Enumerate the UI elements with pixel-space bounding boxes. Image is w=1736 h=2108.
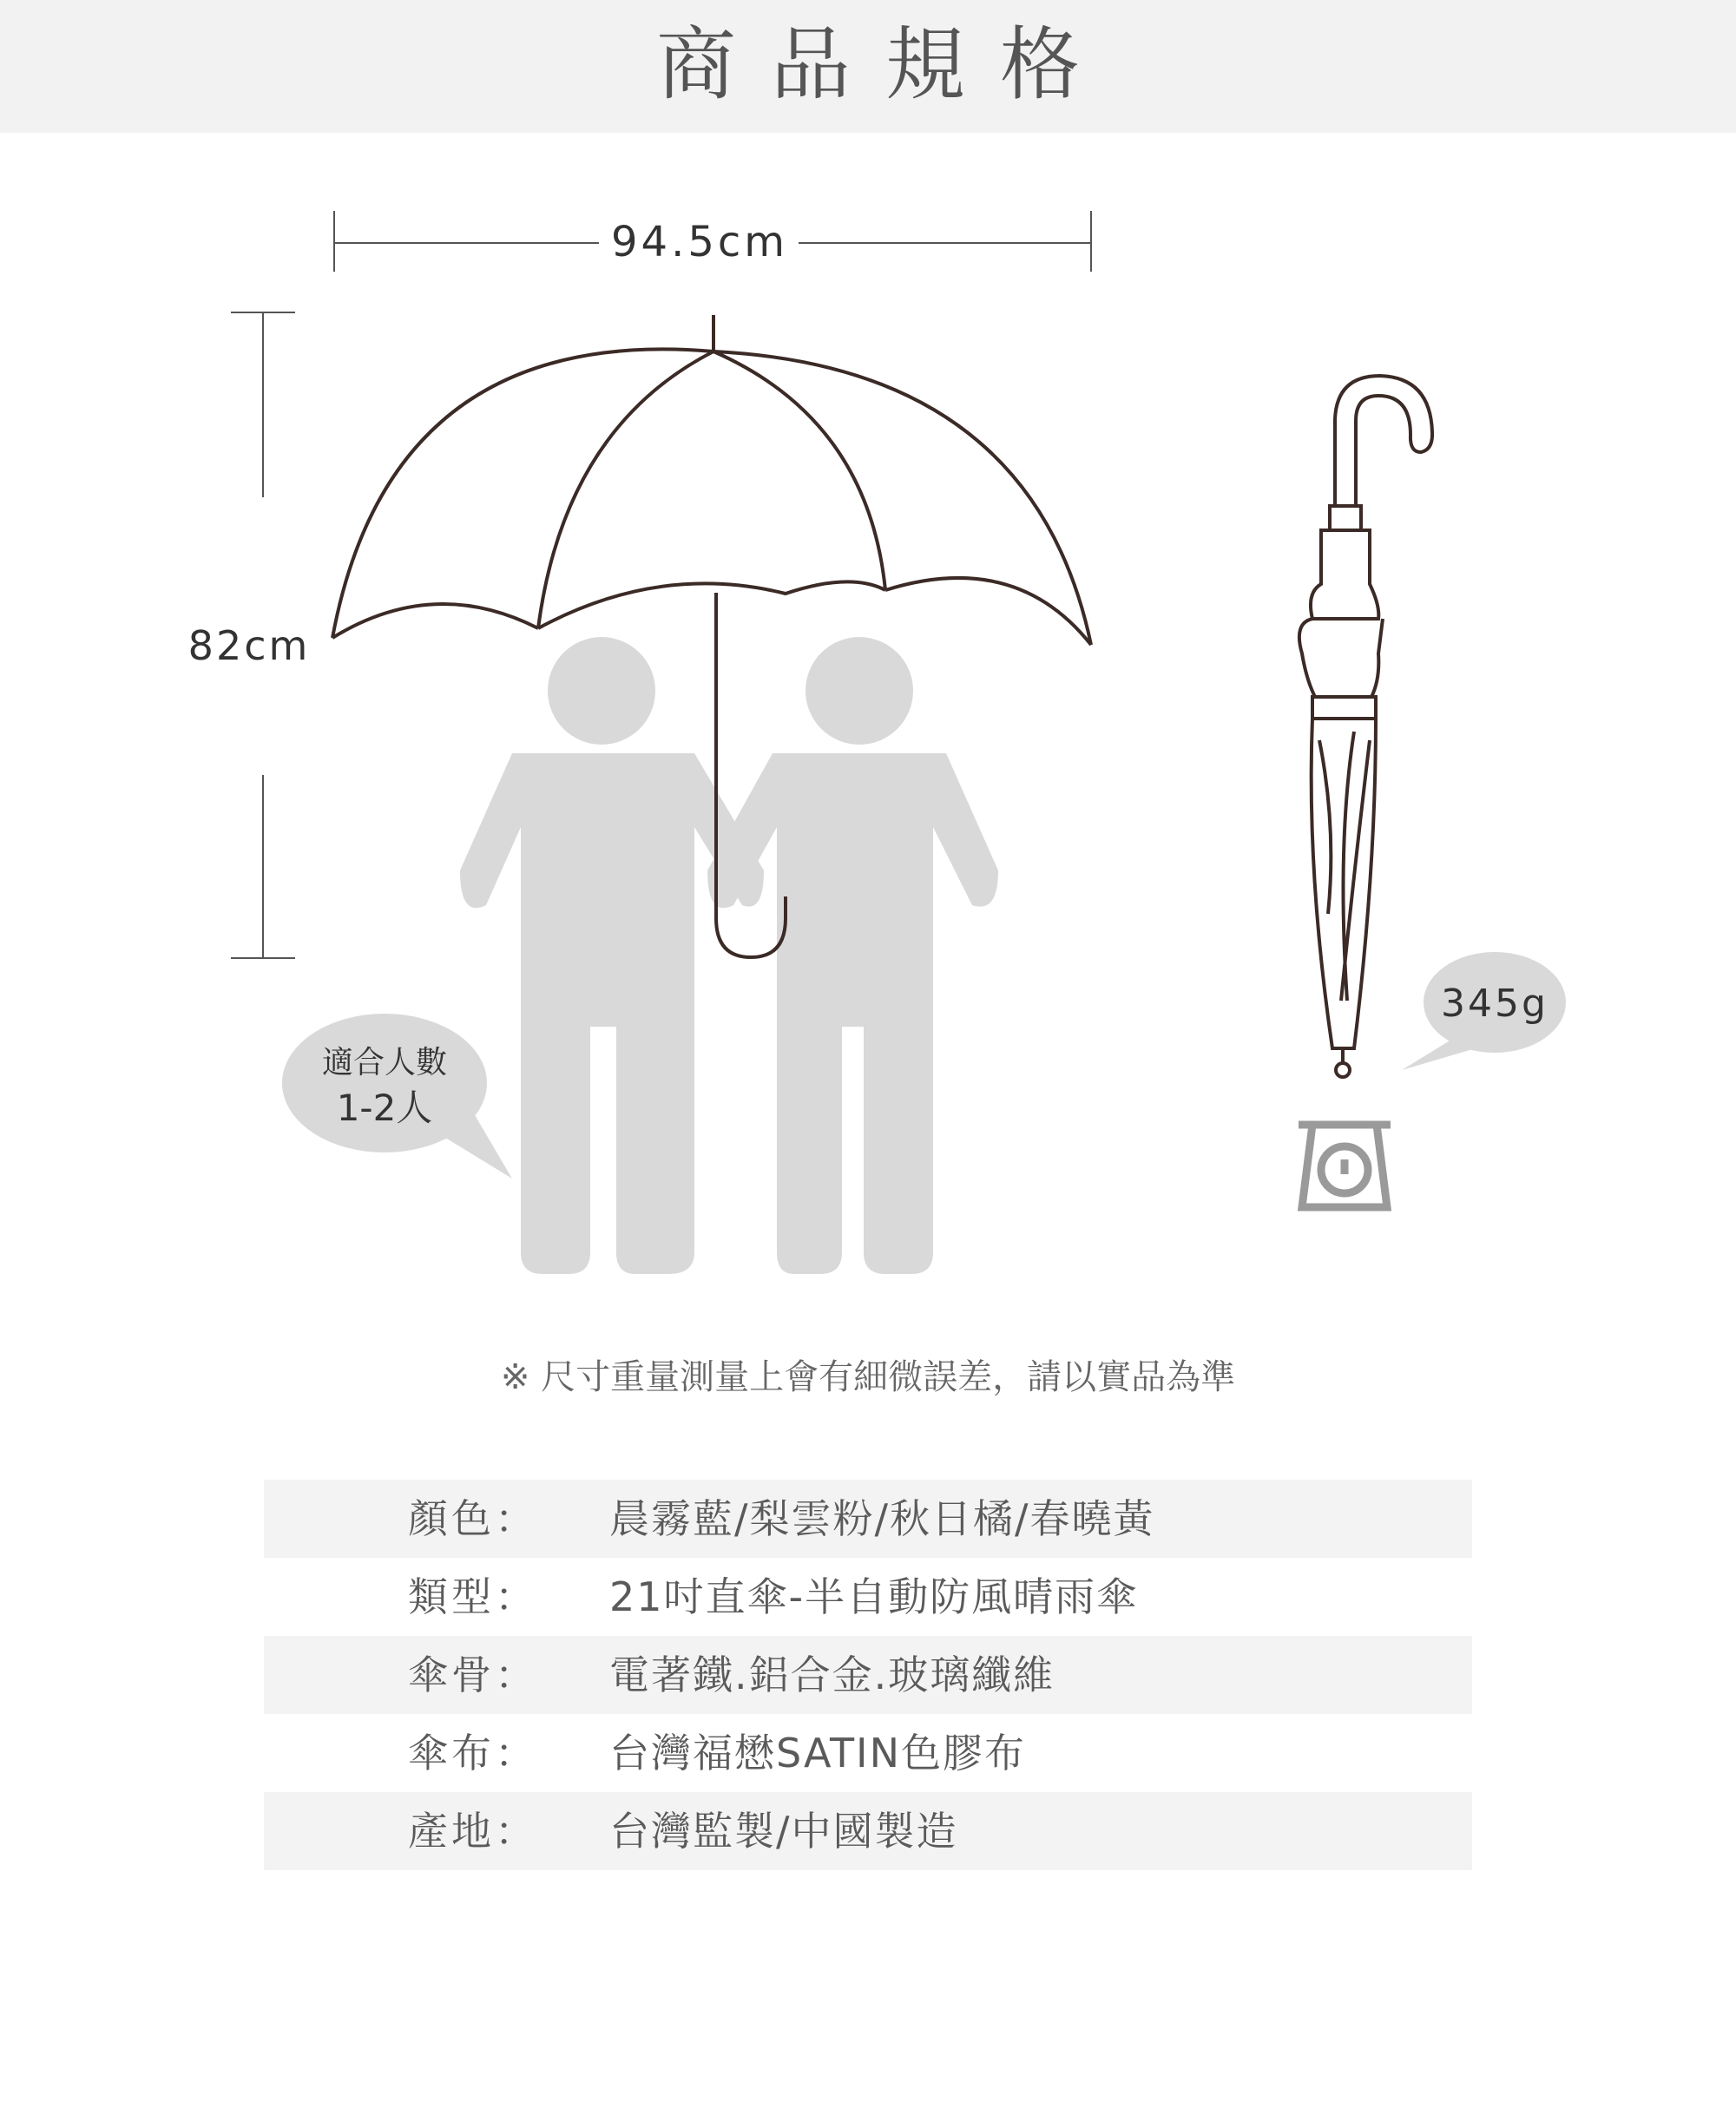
spec-row-color: [264, 1480, 1472, 1558]
spec-value: 21吋直傘-半自動防風晴雨傘: [609, 1573, 1139, 1620]
spec-value: 電著鐵.鋁合金.玻璃纖維: [609, 1652, 1055, 1698]
spec-row-frame: [264, 1636, 1472, 1714]
capacity-label: 適合人數: [321, 1045, 448, 1080]
weight-label: 345g: [1441, 982, 1549, 1026]
spec-label: 產地：: [408, 1808, 538, 1855]
person-icon: [460, 637, 764, 1274]
spec-label: 傘布：: [408, 1730, 538, 1776]
measurement-note: ※ 尺寸重量測量上會有細微誤差，請以實品為準: [500, 1357, 1236, 1397]
spec-value: 台灣福懋SATIN色膠布: [609, 1730, 1027, 1776]
page-title: 商品規格: [655, 18, 1115, 111]
height-label: 82cm: [187, 622, 311, 669]
spec-row-type: [264, 1558, 1472, 1636]
umbrella-diagram: [0, 133, 1736, 1348]
spec-row-origin: [264, 1792, 1472, 1870]
header-bar: [0, 0, 1736, 133]
spec-table: [264, 1480, 1472, 1870]
spec-label: 類型：: [408, 1573, 538, 1620]
spec-label: 傘骨：: [408, 1652, 538, 1698]
spec-value: 晨霧藍/梨雲粉/秋日橘/春曉黃: [609, 1495, 1155, 1542]
closed-umbrella-icon: [1299, 376, 1432, 1077]
capacity-value: 1-2人: [336, 1087, 433, 1129]
spec-row-fabric: [264, 1714, 1472, 1792]
spec-value: 台灣監製/中國製造: [609, 1808, 958, 1855]
scale-icon: [1299, 1125, 1391, 1207]
width-label: 94.5cm: [610, 218, 789, 266]
spec-label: 顏色：: [408, 1495, 538, 1542]
